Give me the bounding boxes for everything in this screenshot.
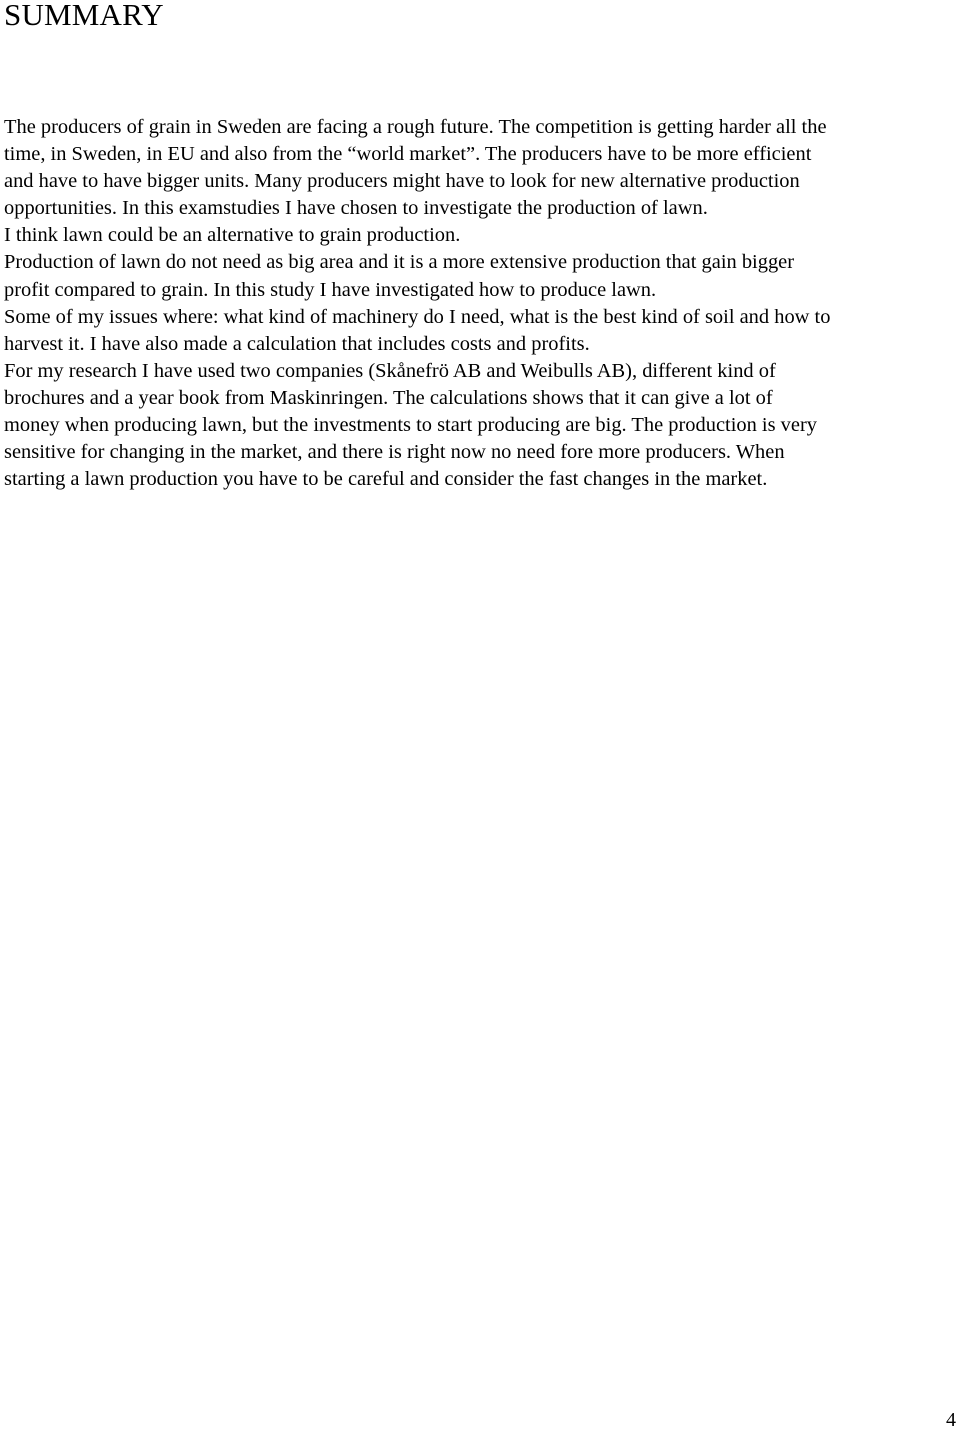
text-line: profit compared to grain. In this study I have investigated how to produce lawn.: [4, 278, 657, 301]
text-line: time, in Sweden, in EU and also from the “world market”. The producers have to be more efficient: [4, 143, 812, 166]
section-heading: SUMMARY: [4, 0, 164, 32]
page-number: 4: [946, 1409, 956, 1431]
text-line: For my research I have used two companies (Skånefrö AB and Weibulls AB), different kind of: [4, 359, 776, 382]
text-line: I think lawn could be an alternative to grain production.: [4, 224, 461, 247]
summary-paragraph: [4, 114, 960, 493]
text-line: Production of lawn do not need as big area and it is a more extensive production that gain bigger: [4, 251, 795, 274]
text-line: brochures and a year book from Maskinringen. The calculations shows that it can give a lot of: [4, 386, 773, 409]
text-line: and have to have bigger units. Many producers might have to look for new alternative production: [4, 170, 800, 193]
text-line: starting a lawn production you have to be careful and consider the fast changes in the market.: [4, 468, 768, 491]
text-line: The producers of grain in Sweden are facing a rough future. The competition is getting harder all the: [4, 116, 827, 138]
text-line: harvest it. I have also made a calculation that includes costs and profits.: [4, 332, 590, 355]
text-line: money when producing lawn, but the investments to start producing are big. The production is very: [4, 414, 817, 437]
text-line: sensitive for changing in the market, and there is right now no need fore more producers. When: [4, 441, 785, 464]
text-line: Some of my issues where: what kind of machinery do I need, what is the best kind of soil and how to: [4, 305, 831, 328]
text-line: opportunities. In this examstudies I have chosen to investigate the production of lawn.: [4, 197, 708, 220]
